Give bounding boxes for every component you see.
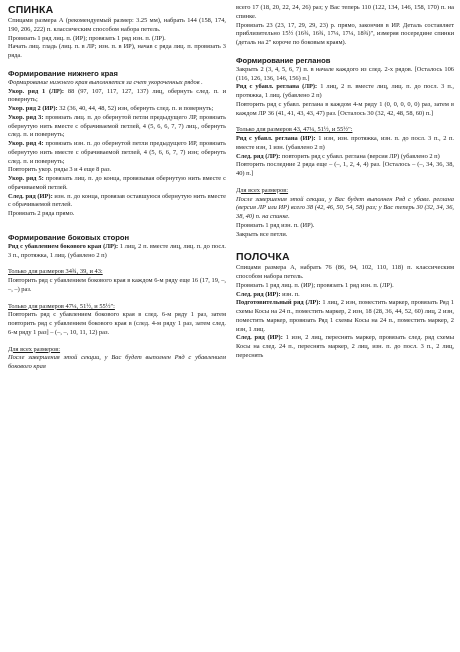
spacer [8,260,226,268]
row-label: След. ряд (ЛР): [236,152,281,160]
row-label: Ряд с убавл. реглана (ИР): [236,135,316,142]
next-row [8,193,226,211]
subsection-title-raglan: Формирование регланов [236,55,331,65]
paragraph: Повторить укор. ряды 3 и 4 еще 8 раз. [8,166,112,174]
row-text: 1 лиц, 2 изн, поместить маркер, провязать Ряд 1 схемы Косы на 24 п., поместить маркер, 2 изн, 18 (28, 36, 44, 52, 60) лиц, 2 изн, поместить маркер, провязать Ряд 1 схемы Косы на 24 п., поместить маркер, 2 изн, 1 лиц. [236,299,454,333]
prep-row [236,299,454,334]
sizes-heading: Только для размеров 43, 47¼, 51½, и 55½": [236,126,353,134]
paragraph: Провязать 1 ряд лиц. п. (ИР); провязать 1 ряд изн. п. (ЛР). [8,34,166,42]
row-label: Ряд с убавл. реглана (ЛР): [236,83,318,91]
paragraph: Повторить ряд с убавлением бокового края в каждом 6-м ряду еще 16 (17, 19, –, –, –) раз. [8,277,226,293]
spacer [8,295,226,303]
paragraph: Повторить ряд с убавл. реглана в каждом 4-м ряду 1 (0, 0, 0, 0, 0) раз, затем в каждом ЛР 36 (41, 41, 43, 43, 47) раз. [Осталось 30 (32, 42, 48, 58, 60) п.] [236,100,454,117]
paragraph: Закрыть 2 (3, 4, 5, 6, 7) п. в начале каждого из след. 2-х рядов. [Осталось 106 (116, 126, 136, 146, 156) п.] [236,65,454,82]
paragraph: Спицами размера А, набрать 76 (86, 94, 102, 110, 118) п. классическим способом набора петель. [236,264,454,280]
row-label: Укор. ряд 4: [8,140,44,147]
spacer [8,338,226,346]
sizes-heading: Только для размеров 47¼, 51½, и 55½": [8,302,115,310]
subsection-title-sides: Формирование боковых сторон [8,232,130,242]
row-text: 32 (36, 40, 44, 48, 52) изн, обернуть след. п. и повернуть; [59,105,214,112]
short-row-5 [8,175,226,193]
right-column [236,0,454,361]
row-text: 1 лиц, 2 п. вместе лиц, лиц. п. до посл. 3 п., протяжка, 1 лиц. (убавлено 2 п) [8,242,226,259]
row-text: изн. п. до конца, провязав оставшуюся обернутую нить вместе с обрачиваемой петлей. [8,192,226,209]
spacer [236,48,454,56]
next-row [236,153,454,162]
row-text: повторить ряд с убавл. реглана (версия ЛР) (убавлено 2 п) [281,152,440,160]
sizes-heading: Для всех размеров: [236,186,289,194]
spacer [236,179,454,187]
side-dec-row [8,243,226,261]
sizes-heading: Только для размеров 34¾, 39, и 43: [8,268,103,276]
row-label: Подготовительный ряд (ЛР): [236,299,321,307]
paragraph: Провязать 1 ряд лиц. п. (ИР); провязать 1 ряд изн. п. (ЛР). [236,281,394,289]
row-text: изн. п. [282,290,300,298]
spacer [8,219,226,233]
section-title-front: ПОЛОЧКА [236,251,290,264]
row-label: Ряд с убавлением бокового края (ЛР): [8,242,119,250]
row-text: провязать лиц. п. до обернутой петли предыдущего ЛР, провязать обернутую нить вместе с обрачиваемой петлей, 4 (5, 6, 6, 7, 7) лиц., обернуть след. п. и повернуть; [8,113,226,139]
spacer [236,118,454,126]
next-row [236,334,454,360]
paragraph: Повторить ряд с убавлением бокового края в след. 6-м ряду 1 раз, затем повторить ряд с убавлением бокового края в (след. 4-м ряду 1 раз, затем след. 6-м ряду 1 раз] – (–, –, 10, 11, 12) раз. [8,311,226,336]
short-row-4 [8,140,226,166]
spacer [8,61,226,69]
note-text: Формирование нижнего края выполняется за счет укороченных рядов . [8,78,203,86]
paragraph: Повторить последние 2 ряда еще – (–, 1, 2, 4, 4) раз. [Осталось – (–, 34, 36, 38, 40) п.] [236,161,454,177]
left-column [8,0,226,372]
raglan-ws-row [236,135,454,153]
row-text: 1 изн, изн. протяжка, изн. п. до посл. 3 п., 2 п. вместе изн, 1 изн. (убавлено 2 п) [236,135,455,151]
next-row [236,291,454,300]
row-label: След. ряд (ИР): [236,290,281,298]
spacer [236,239,454,247]
row-text: провязать изн. п. до обернутой петли предыдущего ИР, провязать обернутую нить вместе с обрачиваемой петлей, 4 (5, 6, 6, 7, 7) изн; обернуть след. п. и повернуть; [8,140,226,165]
paragraph: Спицами размера А (рекомендуемый размер: 3.25 мм), набрать 144 (158, 174, 190, 206, 222) п. классическим способом набора петель. [8,17,226,33]
raglan-dec-row [236,83,454,101]
row-label: Укор. ряд 2 (ИР): [8,105,58,112]
row-label: Укор. ряд 1 (ЛР): [8,87,65,95]
row-label: След. ряд (ИР): [8,192,53,200]
sizes-heading: Для всех размеров: [8,345,61,353]
row-label: След. ряд (ИР): [236,334,283,342]
row-text: 88 (97, 107, 117, 127, 137) лиц, обернуть след. п. и повернуть; [8,87,226,104]
short-row-3 [8,114,226,140]
paragraph: Провязать 23 (23, 17, 29, 29, 23) р. прямо, закончив в ИР. Деталь составляет приблизительно 15½ (16¾, 16¾, 17¼, 17¼, 18¾)", измеряя посередине спинки (деталь на 2" короче по боковым краям). [236,21,454,46]
note-text: После завершения этой секции, у Вас будет выполнен Ряд с убавлением бокового края [8,354,226,370]
paragraph: Начать лиц. гладь (лиц. п. в ЛР; изн. п. в ИР), начав с ряда лиц. п. провязать 3 ряда. [8,43,226,59]
paragraph: Закрыть все петли. [236,230,288,238]
row-label: Укор. ряд 3: [8,113,44,121]
note-text: После завершения этой секции, у Вас будет выполнен Ряд с убавл. реглана (версия ЛР или ИР) всего 38 (42, 46, 50, 54, 58) раз; у Вас теперь 30 (32, 34, 36, 38, 40) п. на спинке. [236,195,454,220]
section-title-back: СПИНКА [8,4,54,16]
paragraph: Провязать 2 ряда прямо. [8,210,75,217]
row-label: Укор. ряд 5: [8,175,44,182]
paragraph: Провязать 1 ряд изн. п. (ИР). [236,221,315,229]
paragraph: всего 17 (18, 20, 22, 24, 26) раз; у Вас теперь 110 (122, 134, 146, 158, 170) п. на спинке. [236,4,454,20]
short-row-1 [8,88,226,106]
short-row-2 [8,105,226,114]
row-text: провязать лиц. п. до конца, провязывая обернутую нить вместе с обрачиваемой петлей. [8,175,226,191]
subsection-title-hem: Формирование нижнего края [8,68,118,78]
row-text: 1 изн, 2 лиц, переснять маркер, провязать след. ряд схемы Косы на след. 24 п., переснять маркер, 2 лиц, изн. п. до посл. 3 п., 2 лиц, переснять [236,334,454,359]
row-text: 1 лиц, 2 п. вместе лиц, лиц. п. до посл. 3 п., протяжка, 1 лиц. (убавлено 2 п) [236,83,454,99]
